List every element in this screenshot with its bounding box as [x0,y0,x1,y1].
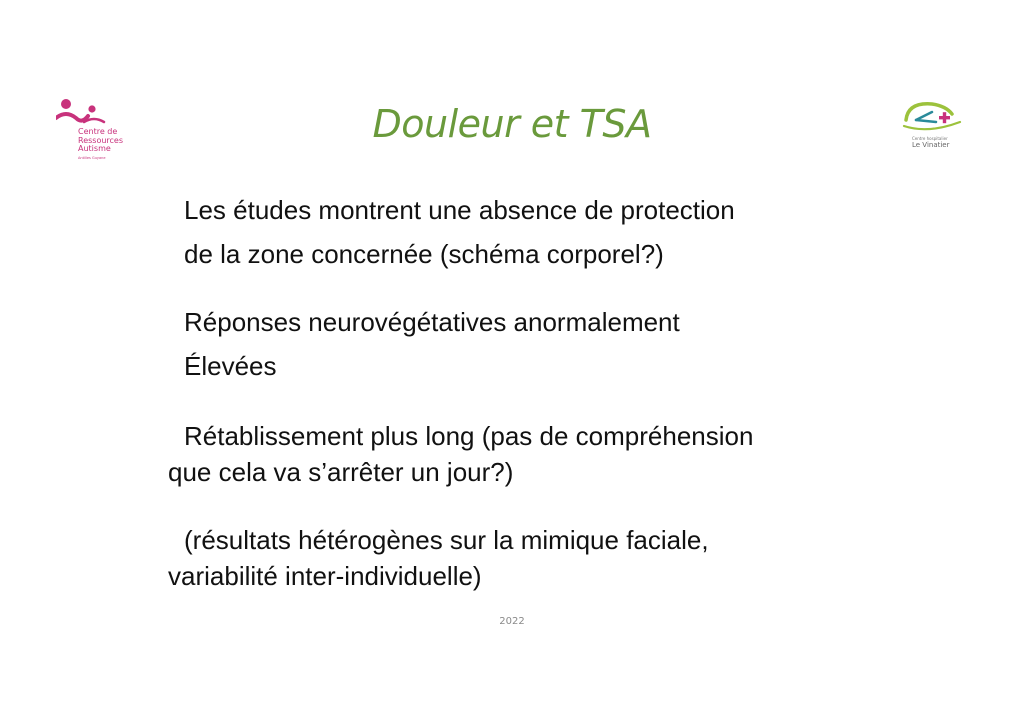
paragraph-protection [168,188,868,276]
logo-right-name: Le Vinatier [912,141,950,149]
logo-right-small-text: Centre hospitalier [912,136,948,141]
paragraph-neurovegetative [168,300,868,388]
paragraph-line: Les études montrent une absence de protection [184,195,735,225]
footer-year: 2022 [499,616,525,627]
hospital-swoosh-logo-icon [898,98,968,138]
paragraph-line: Réponses neurovégétatives anormalement [184,307,680,337]
paragraph-resultats [168,522,868,594]
paragraph-line: Rétablissement plus long (pas de compréhension [184,421,754,451]
slide-title: Douleur et TSA [372,102,652,146]
paragraph-line: variabilité inter-individuelle) [168,561,482,591]
paragraph-line: que cela va s’arrêter un jour?) [168,457,514,487]
paragraph-line: de la zone concernée (schéma corporel?) [184,239,664,269]
logo-left-subtext: Antilles Guyane [78,156,106,160]
logo-left-text: Centre de Ressources Autisme [78,127,124,153]
paragraph-retablissement [168,418,868,490]
paragraph-line: Élevées [184,351,277,381]
le-vinatier-logo [898,98,968,154]
paragraph-line: (résultats hétérogènes sur la mimique faciale, [184,525,709,555]
